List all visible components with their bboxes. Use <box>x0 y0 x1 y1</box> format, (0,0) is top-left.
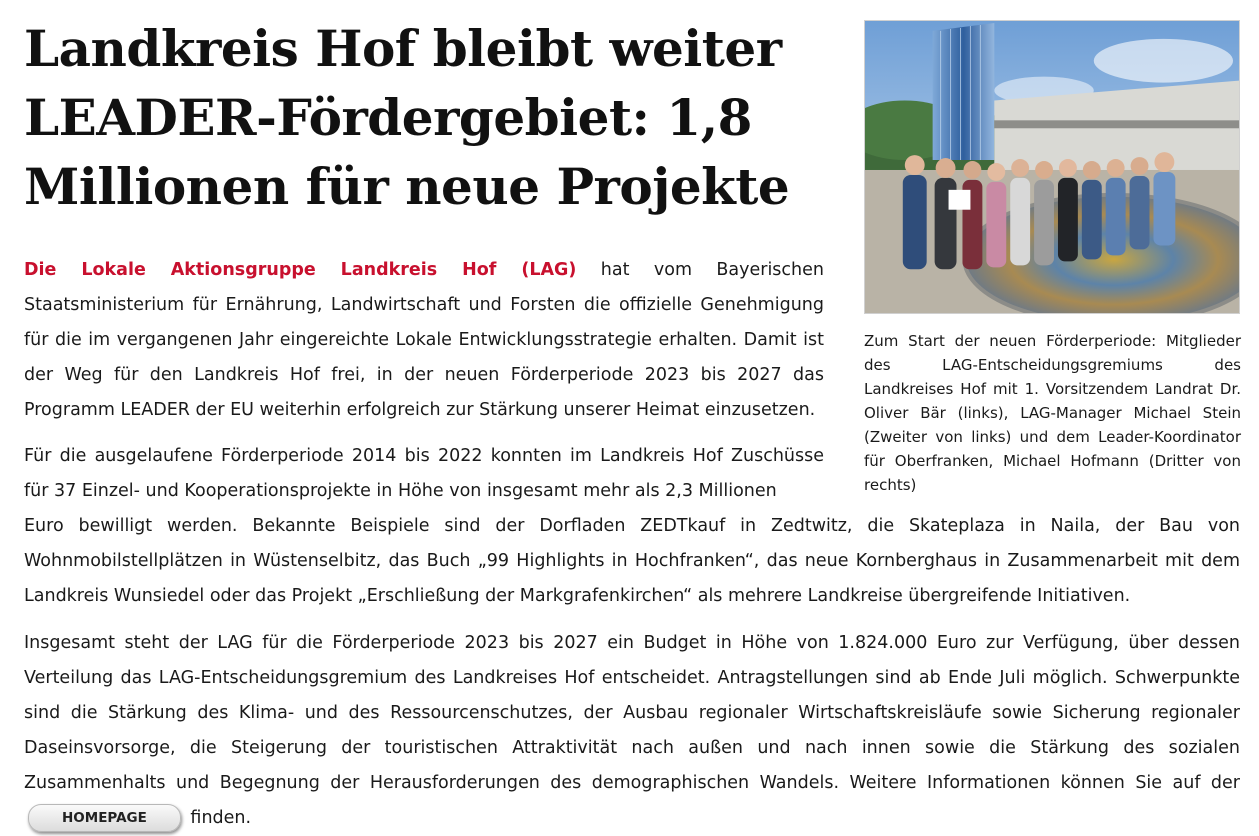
paragraph-1-text: hat vom Bayerischen Staatsministerium für Ernährung, Landwirtschaft und Forsten die offizielle Genehmigung für die im vergangenen Jahr eingereichte Lokale Entwicklungsstrategie erhalten. Damit ist der Weg für den Landkreis Hof frei, in der neuen Förderperiode 2023 bis 2027 das Programm LEADER der EU weiterhin erfolgreich zur Stärkung unserer Heimat einzusetzen. <box>24 260 824 420</box>
article-paragraph-2-start: Für die ausgelaufene Förderperiode 2014 bis 2022 konnten im Landkreis Hof Zuschüsse für 37 Einzel- und Kooperationsprojekte in Höhe von insgesamt mehr als 2,3 Millionen <box>24 446 824 501</box>
lead-highlight: Die Lokale Aktionsgruppe Landkreis Hof (LAG) <box>24 260 577 280</box>
group-photo <box>864 20 1240 314</box>
article-paragraph-3 <box>24 626 1240 836</box>
paragraph-3-end: finden. <box>190 808 252 828</box>
article-paragraph-1 <box>24 253 824 428</box>
article-headline: Landkreis Hof bleibt weiter LEADER-Fördergebiet: 1,8 Millionen für neue Projekte <box>24 19 790 216</box>
photo-caption: Zum Start der neuen Förderperiode: Mitglieder des LAG-Entscheidungsgremiums des Landkreises Hof mit 1. Vorsitzendem Landrat Dr. Oliver Bär (links), LAG-Manager Michael Stein (Zweiter von links) und dem Leader-Koordinator für Oberfranken, Michael Hofmann (Dritter von rechts) <box>864 332 1241 494</box>
homepage-button[interactable]: HOMEPAGE <box>28 804 181 832</box>
group-photo-image <box>865 21 1239 313</box>
paragraph-3-text: Insgesamt steht der LAG für die Förderperiode 2023 bis 2027 ein Budget in Höhe von 1.824.000 Euro zur Verfügung, über dessen Verteilung das LAG-Entscheidungsgremium des Landkreises Hof entscheidet. Antragstellungen sind ab Ende Juli möglich. Schwerpunkte sind die Stärkung des Klima- und des Ressourcenschutzes, der Ausbau regionaler Wirtschaftskreisläufe sowie Sicherung regionaler Daseinsvorsorge, die Steigerung der touristischen Attraktivität nach außen und nach innen sowie die Stärkung des sozialen Zusammenhalts und Begegnung der Herausforderungen des demographischen Wandels. Weitere Informationen können Sie auf der <box>24 633 1240 793</box>
article-paragraph-2-continued: Euro bewilligt werden. Bekannte Beispiele sind der Dorfladen ZEDTkauf in Zedtwitz, die Skateplaza in Naila, der Bau von Wohnmobilstellplätzen in Wüstenselbitz, das Buch „99 Highlights in Hochfranken“, das neue Kornberghaus in Zusammenarbeit mit dem Landkreis Wunsiedel oder das Projekt „Erschließung der Markgrafenkirchen“ als mehrere Landkreise übergreifende Initiativen. <box>24 516 1240 606</box>
